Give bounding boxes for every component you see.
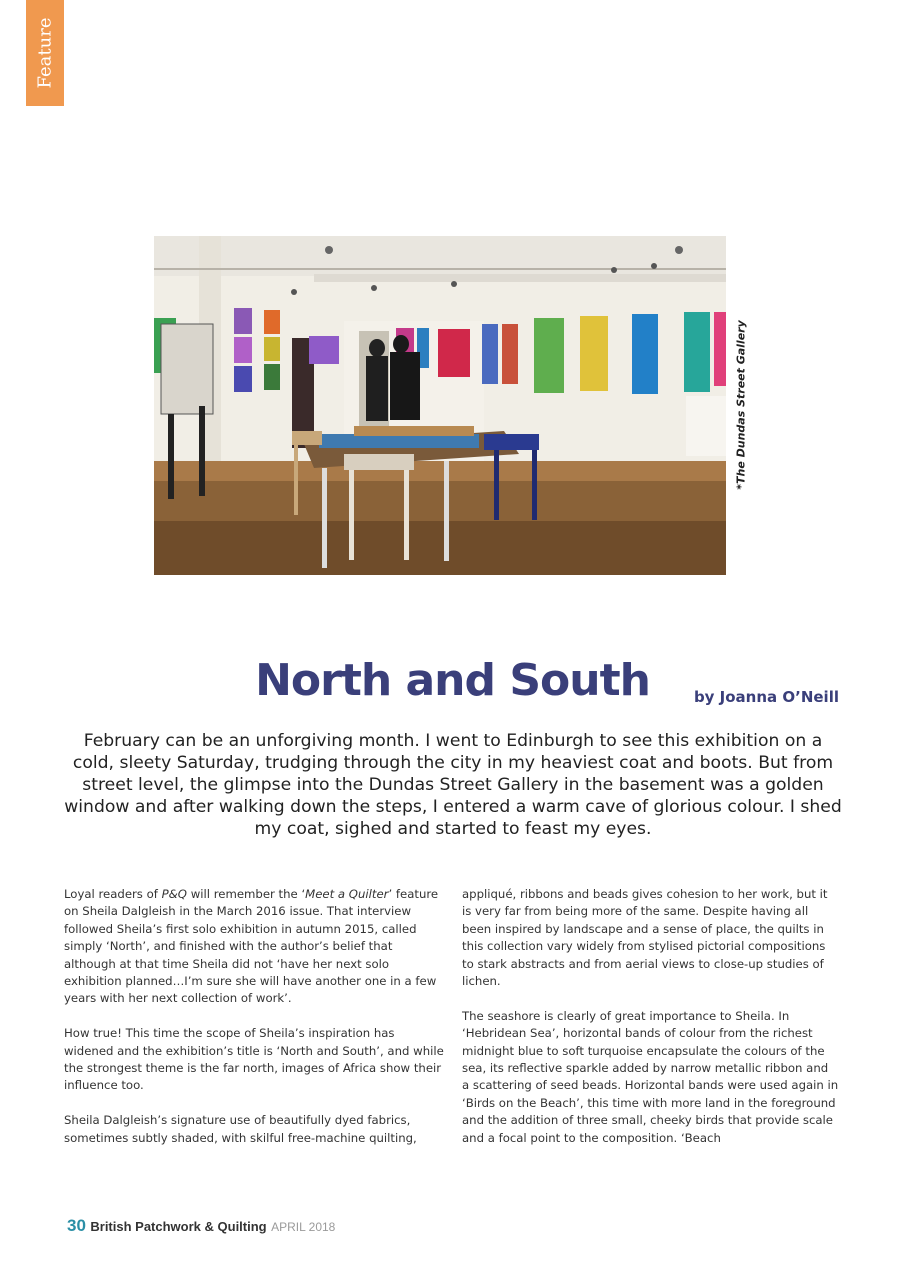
section-tab-label: Feature	[34, 17, 56, 89]
gallery-photo	[154, 236, 726, 575]
issue-date: APRIL 2018	[271, 1220, 336, 1234]
text-run: ’ feature on Sheila Dalgleish in the March 2016 issue. That interview followed Sheila’s first solo exhibition in autumn 2015, called simply ‘North’, and finished with the author’s belief that although at that time Sheila did not ‘have her next solo exhibition planned…I’m sure she will have another one in a few years with her next collection of work’.	[64, 887, 439, 1006]
magazine-abbrev: P&Q	[161, 887, 187, 901]
article-title: North and South	[255, 655, 650, 707]
body-paragraph: appliqué, ribbons and beads gives cohesion to her work, but it is very far from being more of the same. Despite having all been inspired by landscape and a sense of place, the quilts in this collection vary widely from stylised pictorial compositions to stark abstracts and from aerial views to close-up studies of lichen.	[462, 887, 828, 989]
article-byline: by Joanna O’Neill	[693, 688, 839, 706]
body-paragraph: How true! This time the scope of Sheila’s inspiration has widened and the exhibition’s title is ‘North and South’, and while the strongest theme is the far north, images of Africa show their influence too.	[64, 1026, 444, 1093]
body-paragraph: The seashore is clearly of great importance to Sheila. In ‘Hebridean Sea’, horizontal bands of colour from the richest midnight blue to soft turquoise encapsulate the colours of the sea, its reflective sparkle added by narrow metallic ribbon and a scattering of seed beads. Horizontal bands were used again in ‘Birds on the Beach’, this time with more land in the foreground and the addition of three small, cheeky birds that provide scale and a focal point to the composition. ‘Beach	[462, 1008, 839, 1145]
feature-name: Meet a Quilter	[305, 887, 389, 901]
text-run: will remember the ‘	[186, 887, 306, 901]
body-column-1	[64, 886, 446, 1164]
page-number: 30	[67, 1216, 86, 1235]
body-paragraph: Sheila Dalgleish’s signature use of beautifully dyed fabrics, sometimes subtly shaded, with skilful free-machine quilting,	[64, 1113, 417, 1145]
page-footer	[67, 1216, 335, 1236]
photo-credit: *The Dundas Street Gallery	[734, 320, 748, 490]
body-paragraph	[64, 886, 446, 1008]
section-tab	[26, 0, 64, 106]
article-intro: February can be an unforgiving month. I went to Edinburgh to see this exhibition on a cold, sleety Saturday, trudging through the city in my heaviest coat and boots. But from street level, the glimpse into the Dundas Street Gallery in the basement was a golden window and after walking down the steps, I entered a warm cave of glorious colour. I shed my coat, sighed and started to feast my eyes.	[64, 731, 842, 839]
body-column-2	[462, 886, 839, 1164]
text-run: Loyal readers of	[64, 887, 162, 901]
magazine-name: British Patchwork & Quilting	[90, 1219, 267, 1234]
